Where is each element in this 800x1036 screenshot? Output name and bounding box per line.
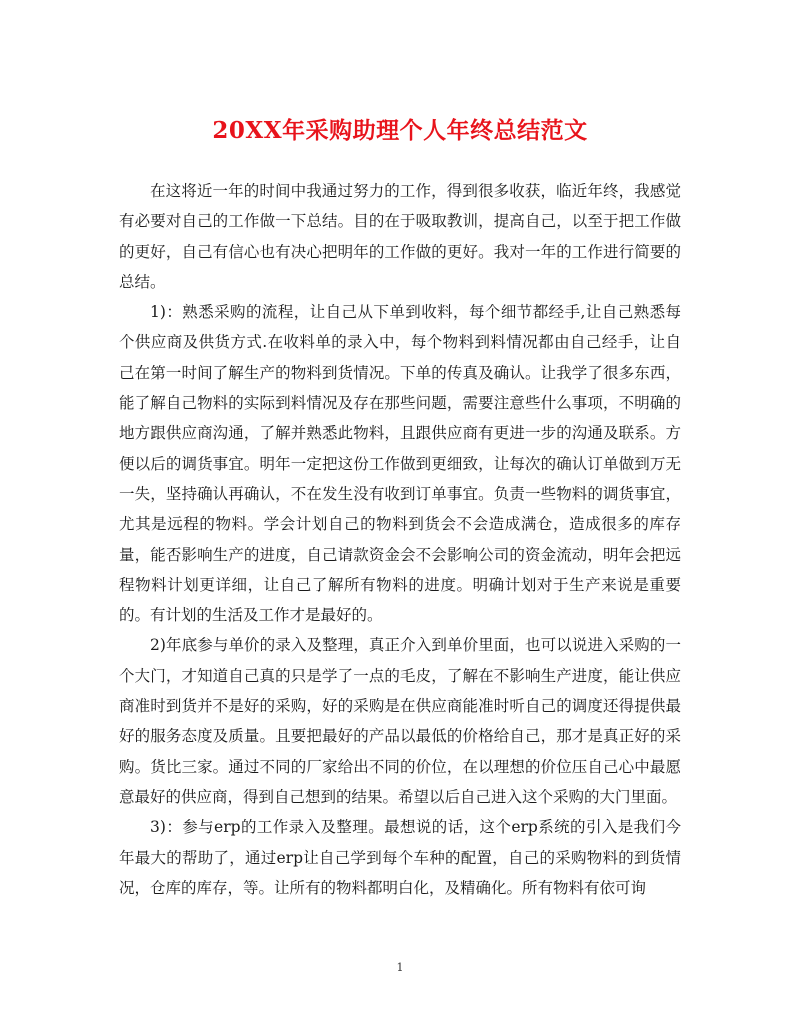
paragraph-section-3: 3)：参与erp的工作录入及整理。最想说的话，这个erp系统的引入是我们今年最大的帮助了，通过erp让自己学到每个车种的配置，自己的采购物料的到货情况，仓库的库存，等。让所有的物料都明白化，及精确化。所有物料有依可询 (119, 818, 681, 897)
document-title: 20XX年采购助理个人年终总结范文 (212, 117, 588, 144)
page-number: 1 (396, 961, 404, 974)
document-body (119, 176, 681, 903)
paragraph-section-1: 1)：熟悉采购的流程，让自己从下单到收料，每个细节都经手,让自己熟悉每个供应商及供货方式.在收料单的录入中，每个物料到料情况都由自己经手，让自己在第一时间了解生产的物料到货情况。下单的传真及确认。让我学了很多东西，能了解自己物料的实际到料情况及存在那些问题，需要注意些什么事项，不明确的地方跟供应商沟通，了解并熟悉此物料，且跟供应商有更进一步的沟通及联系。方便以后的调货事宜。明年一定把这份工作做到更细致，让每次的确认订单做到万无一失，坚持确认再确认，不在发生没有收到订单事宜。负责一些物料的调货事宜，尤其是远程的物料。学会计划自己的物料到货会不会造成满仓，造成很多的库存量，能否影响生产的进度，自己请款资金会不会影响公司的资金流动，明年会把远程物料计划更详细，让自己了解所有物料的进度。明确计划对于生产来说是重要的。有计划的生活及工作才是最好的。 (119, 303, 681, 625)
paragraph-intro: 在这将近一年的时间中我通过努力的工作，得到很多收获，临近年终，我感觉有必要对自己的工作做一下总结。目的在于吸取教训，提高自己，以至于把工作做的更好，自己有信心也有决心把明年的工作做的更好。我对一年的工作进行简要的总结。 (119, 182, 681, 291)
paragraph-section-2: 2)年底参与单价的录入及整理，真正介入到单价里面，也可以说进入采购的一个大门，才知道自己真的只是学了一点的毛皮，了解在不影响生产进度，能让供应商准时到货并不是好的采购，好的采购是在供应商能准时听自己的调度还得提供最好的服务态度及质量。且要把最好的产品以最低的价格给自己，那才是真正好的采购。货比三家。通过不同的厂家给出不同的价位，在以理想的价位压自己心中最愿意最好的供应商，得到自己想到的结果。希望以后自己进入这个采购的大门里面。 (119, 636, 681, 806)
